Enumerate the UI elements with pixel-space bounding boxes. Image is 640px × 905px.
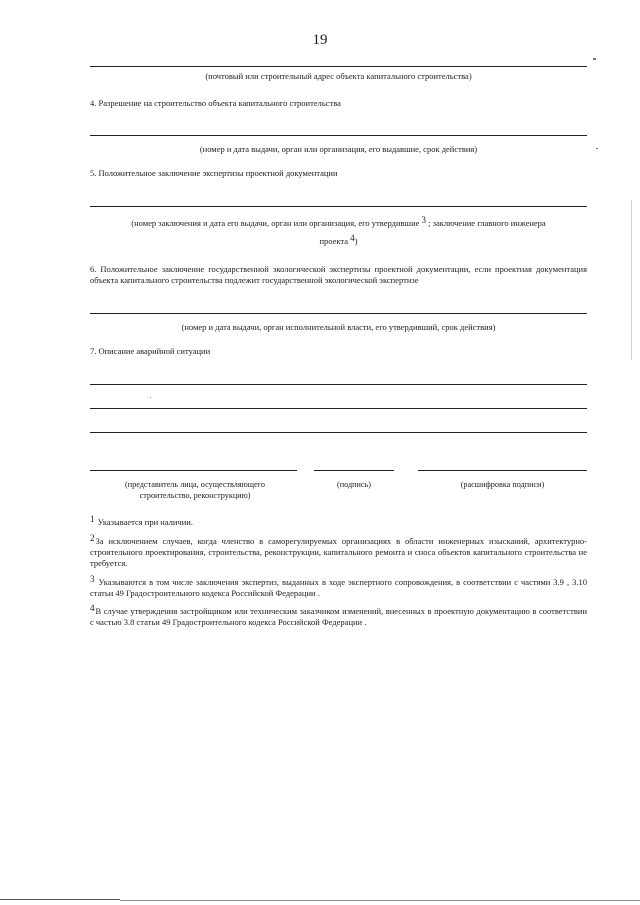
scan-mark-right-mid <box>596 148 598 149</box>
decoding-line <box>418 470 587 471</box>
scan-right-edge <box>631 200 632 360</box>
item-5-label: 5. Положительное заключение экспертизы проектной документации <box>90 168 338 178</box>
description-line-1 <box>90 384 587 385</box>
footnote-2: 2За исключением случаев, когда членство в саморегулируемых организациях в области инженерных изысканий, архитектурно-строительного проектирования, строительства, реконструкции, капитального ремонта и сноса объектов капитального строительства не требуется. <box>90 533 587 568</box>
scan-bottom-edge <box>0 899 120 900</box>
address-line <box>90 66 587 67</box>
eco-line <box>90 313 587 314</box>
signature-caption: (подпись) <box>337 480 371 489</box>
description-line-2 <box>90 408 587 409</box>
item-7-label: 7. Описание аварийной ситуации <box>90 346 211 356</box>
description-line-3 <box>90 432 587 433</box>
scan-mark-right-top <box>593 58 596 60</box>
scan-bottom-edge-2 <box>120 900 640 901</box>
permit-caption: (номер и дата выдачи, орган или организация, его выдавшие, срок действия) <box>199 144 478 154</box>
footnote-4: 4В случае утверждения застройщиком или техническим заказчиком изменений, внесенных в проектную документацию в соответствии с частью 3.8 статьи 49 Градостроительного кодекса Российской Федерации . <box>90 603 587 627</box>
representative-line <box>90 470 297 471</box>
representative-caption: (представитель лица, осуществляющего строительство, реконструкцию) <box>125 480 265 500</box>
address-caption: (почтовый или строительный адрес объекта капитального строительства) <box>205 71 472 81</box>
item-4-label: 4. Разрешение на строительство объекта капитального строительства <box>90 98 341 108</box>
permit-line <box>90 135 587 136</box>
page-number: 19 <box>312 32 328 48</box>
decoding-caption: (расшифровка подписи) <box>460 480 545 489</box>
expertise-line <box>90 206 587 207</box>
footnote-3: 3 Указываются в том числе заключения экспертиз, выданных в ходе экспертного сопровождения, в соответствии с частями 3.9 , 3.10 статьи 49 Градостроительного кодекса Российской Федерации . <box>90 574 587 598</box>
item-6-label: 6. Положительное заключение государственной экологической экспертизы проектной документации, если проектная документация объекта капитального строительства подлежит государственной экологической экспертизе <box>90 264 587 285</box>
footnote-1: 1 Указывается при наличии. <box>90 514 193 527</box>
expertise-caption-cont: проекта 4) <box>319 233 358 246</box>
signature-line <box>314 470 394 471</box>
eco-caption: (номер и дата выдачи, орган исполнительной власти, его утвердивший, срок действия) <box>181 322 496 332</box>
expertise-caption: (номер заключения и дата его выдачи, орган или организация, его утвердившие 3 ; заключение главного инженера <box>131 215 546 228</box>
